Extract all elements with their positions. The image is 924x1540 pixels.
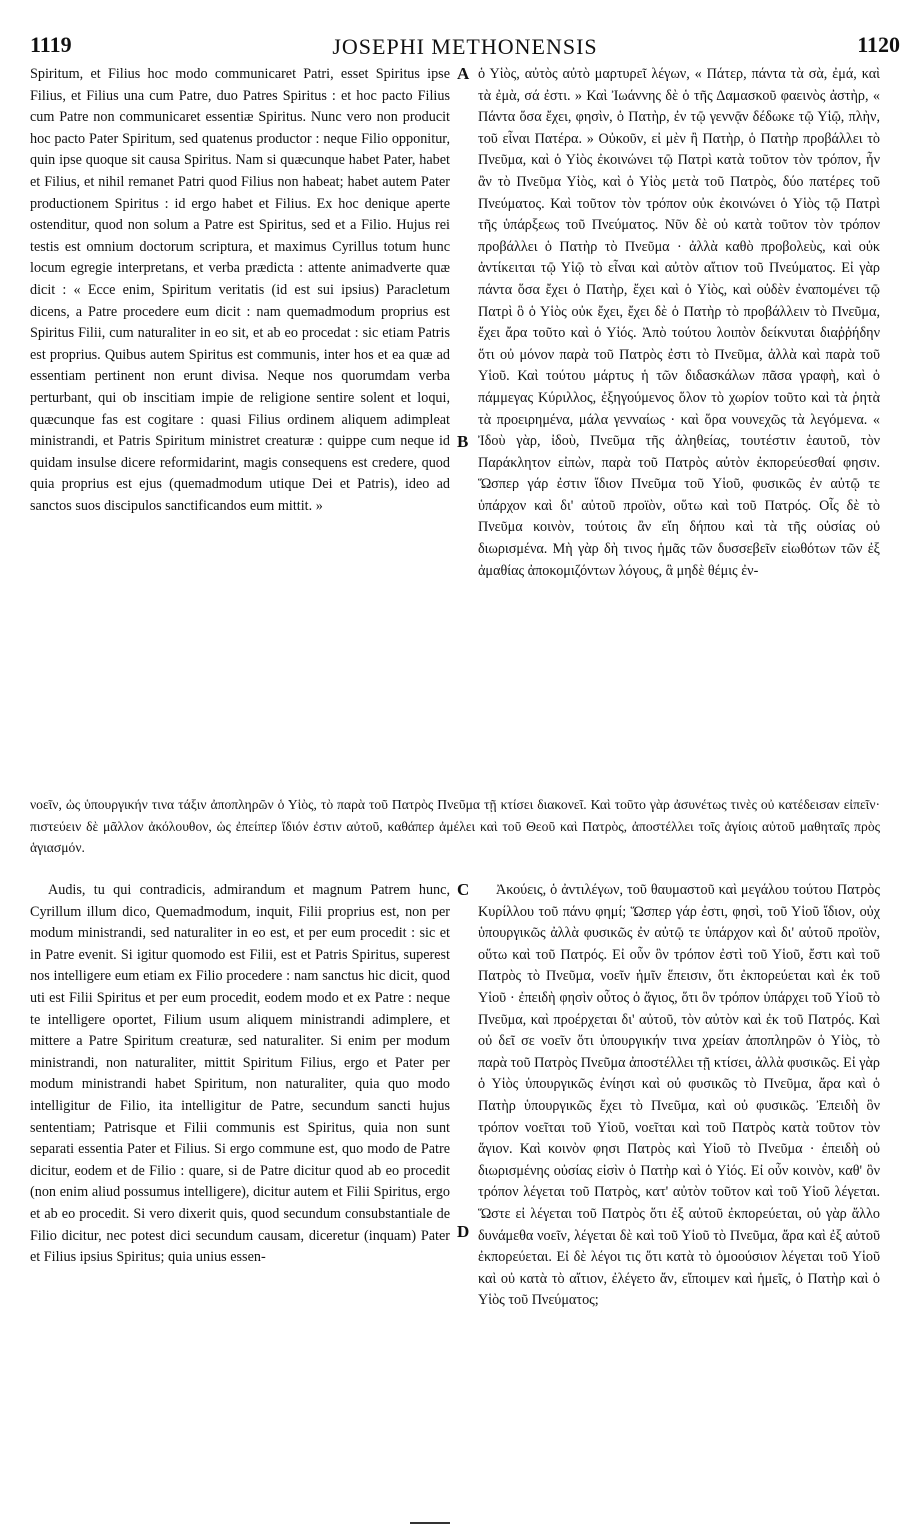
- margin-marker-c: C: [457, 880, 470, 899]
- greek-column-lower: [478, 880, 880, 1312]
- page-number-left: 1119: [30, 32, 72, 57]
- latin-column-lower: [30, 880, 450, 1269]
- latin-column-upper: [30, 64, 450, 517]
- footer-rule: [410, 1522, 450, 1534]
- greek-continuation-text: νοεῖν, ὡς ὑπουργικήν τινα τάξιν ἀποπληρῶν ὁ Υἱὸς, τὸ παρὰ τοῦ Πατρὸς Πνεῦμα τῇ κτίσει διακονεῖ. Καὶ τοῦτο γὰρ ἀσυνέτως τινὲς οὐ κατέδεισαν εἰπεῖν· πιστεύειν δὲ μᾶλλον ἀκόλουθον, ὡς ἐπείπερ ἴδιόν ἐστιν αὐτοῦ, καθάπερ ἀμέλει καὶ τοῦ Θεοῦ καὶ Πατρὸς, ἀποστέλλει τοῖς ἁγίοις αὐτοῦ μαθηταῖς πρὸς ἁγιασμόν.: [30, 797, 880, 856]
- running-title: JOSEPHI METHONENSIS: [332, 34, 598, 59]
- greek-paragraph-2: Ἀκούεις, ὁ ἀντιλέγων, τοῦ θαυμαστοῦ καὶ μεγάλου τούτου Πατρὸς Κυρίλλου τοῦ πάνυ φημί; Ὥσπερ γάρ ἐστι, φησὶ, τοῦ Υἱοῦ ἴδιον, οὐχ ὑπουργικῶς ἀλλὰ φυσικῶς ἐν αὐτῷ τε ὑπάρχον καὶ δι' αὐτοῦ προϊὸν, οὕτω καὶ τοῦ Πατρός. Εἰ οὖν ὃν τρόπον ἐστὶ τοῦ Υἱοῦ, ἔστι καὶ τοῦ Πατρὸς τὸ Πνεῦμα, νοεῖν ἡμῖν ἕπεισιν, ὅτι ἐκπορεύεται καὶ ἐκ τοῦ Υἱοῦ · ἐπειδὴ φησὶν οὗτος ὁ ἅγιος, ὅτι ὃν τρόπον ὑπάρχει τοῦ Υἱοῦ τὸ Πνεῦμα, καὶ προέρχεται δι' αὐτοῦ, τὸν αὐτὸν καὶ ἐκ τοῦ Πατρός. Καὶ οὐ δεῖ σε νοεῖν ὅτι ὑπουργικήν τινα χρείαν ἀποπληρῶν ὁ Υἱὸς, τὸ παρὰ τοῦ Πατρὸς Πνεῦμα ἀποστέλλει τῇ κτίσει, ἀλλὰ φυσικῶς. Εἰ γὰρ ὁ Υἱὸς ὑπουργικῶς ἐνίησι καὶ οὐ φυσικῶς τὸ Πνεῦμα, ἄρα καὶ ὁ Πατὴρ ὑπουργικῶς ἔχει τὸ Πνεῦμα, καὶ οὐ φυσικῶς. Ἐπειδὴ ὃν τρόπον νοεῖται τοῦ Υἱοῦ, νοεῖται καὶ τοῦ Πατρὸς κατὰ τοῦτον τὸν ἅγιον. Καὶ κοινὸν φησι Πατρὸς καὶ Υἱοῦ τὸ Πνεῦμα · ἐπειδὴ οὐ διωρισμένης οὐσίας εἰσὶν ὁ Πατὴρ καὶ ὁ Υἱός. Εἰ οὖν κοινὸν, καθ' ὃν τρόπον λέγεται τοῦ Πατρὸς, κατ' αὐτὸν τοῦτον καὶ τοῦ Υἱοῦ λέγεται. Ὥστε εἰ λέγεται τοῦ Πατρὸς ὅτι ἐξ αὐτοῦ ἐκπορεύεται, οὐ γὰρ ἄλλο δυνάμεθα νοεῖν, λέγεται δὲ καὶ τοῦ Υἱοῦ τὸ Πνεῦμα, ἄρα καὶ ἐξ αὐτοῦ ἐκπορεύεται. Εἰ δὲ λέγοι τις ὅτι κατὰ τὸ ὁμοούσιον λέγεται τοῦ Υἱοῦ καὶ οὐ κατὰ τὸ αἴτιον, ἐλέγετο ἄν, εἴποιμεν καὶ ἡμεῖς, ὁ Πατὴρ καὶ ὁ Υἱὸς τοῦ Πνεύματος;: [478, 882, 880, 1309]
- margin-marker-a: A: [457, 64, 470, 83]
- greek-paragraph-1: ὁ Υἱὸς, αὐτὸς αὐτὸ μαρτυρεῖ λέγων, « Πάτερ, πάντα τὰ σὰ, ἐμά, καὶ τὰ ἐμὰ, σά ἐστι. » Καὶ Ἰωάννης δὲ ὁ τῆς Δαμασκοῦ φαεινὸς ἀστὴρ, « Πάντα ὅσα ἔχει, φησὶν, ὁ Πατὴρ, ἐν τῷ γεννᾷν δέδωκε τῷ Υἱῷ, πλὴν, τοῦ εἶναι Πατέρα. » Οὐκοῦν, εἰ μὲν ἢ Πατὴρ, ὁ Πατὴρ προβάλλει τὸ Πνεῦμα, καὶ ὁ Υἱὸς ἐκοινώνει τῷ Πατρὶ κατὰ τοῦτον τὸν τρόπον, ἦν ἂν τὸ Πνεῦμα Υἱὸς, καὶ ὁ Υἱὸς μετὰ τοῦ Πατρὸς, δύο πατέρες τοῦ Πνεύματος. Καὶ τοῦτον τὸν τρόπον οὐκ ἐκοινώνει ὁ Υἱὸς τῷ Πατρὶ τῆς ὑπάρξεως τοῦ Πνεύματος. Νῦν δὲ οὐ κατὰ τοῦτον τὸν τρόπον προβάλλει ὁ Πατὴρ τὸ Πνεῦμα · ἀλλὰ καθὸ προβολεὺς, καὶ οὐκ ἀντίκειται τῷ Υἱῷ τὸ εἶναι καὶ αὐτὸν αἴτιον τοῦ Πνεύματος. Εἰ γὰρ πάντα ὅσα ἔχει ὁ Πατὴρ, ἔχει καὶ ὁ Υἱὸς, καὶ οὐδὲν ἐναπομένει τῷ Πατρὶ ὃ ὁ Υἱὸς οὐκ ἔχει, ἔχει δὲ ὁ Πατὴρ τὸ προβάλλειν τὸ Πνεῦμα, ἔχει ἄρα τοῦτο καὶ ὁ Υἱός. Ἀπὸ τούτου λοιπὸν δείκνυται διαῤῥήδην ὅτι οὐ μόνον παρὰ τοῦ Πατρὸς ἐστι τὸ Πνεῦμα, ἀλλὰ καὶ παρὰ τοῦ Υἱοῦ. Καὶ τούτου μάρτυς ἡ τῶν διδασκάλων πᾶσα γραφὴ, καὶ ὁ πάμμεγας Κύριλλος, ἐξηγούμενος ὅλον τὸ χωρίον τοῦτο καὶ τὰ ῥητὰ τὰ προειρημένα, μάλα γενναίως · καὶ ὅρα νουνεχῶς τὰ λεγόμενα. « Ἰδοὺ γὰρ, ἰδοὺ, Πνεῦμα τῆς ἀληθείας, τουτέστιν ἑαυτοῦ, τὸν Παράκλητον εἰπὼν, παρὰ τοῦ Πατρὸς αὐτὸν ἐκπορεύεσθαί φησιν. Ὥσπερ γάρ ἐστιν ἴδιον Πνεῦμα τοῦ Υἱοῦ, φυσικῶς ἐν αὐτῷ τε ὑπάρχον καὶ δι' αὐτοῦ προϊὸν, οὕτω καὶ τοῦ Πατρός. Οἷς δὲ τὸ Πνεῦμα κοινὸν, τούτοις ἂν εἴη δήπου καὶ τὰ τῆς οὐσίας οὐ διωρισμένα. Μὴ γὰρ δὴ τινος ἡμᾶς τῶν δυσσεβεῖν εἰωθότων τῶν ἐξ ἀμαθίας ἀποκομιζόντων λόγους, ἃ μηδὲ θέμις ἐν-: [478, 66, 880, 579]
- greek-full-width-continuation: [30, 794, 880, 859]
- latin-paragraph-2: Audis, tu qui contradicis, admirandum et magnum Patrem hunc, Cyrillum illum dico, Quemadmodum, inquit, Filii proprius est, non per modum ministrandi, sed naturaliter in eo est, et per eum procedit : sic et in Patre evenit. Si igitur quomodo est Filii, est et Patris Spiritus, superest nos intelligere eum etiam ex Filio procedere : nam sanctus hic dicit, quod uti est Filii Spiritus et per eum procedit, eodem modo et ex Patre : neque te intelligere oportet, Filium usum aliquem ministrandi adimplere, et mittere a Patre Spiritum creaturæ, sed naturaliter. Si enim per modum ministrandi, non naturaliter, mittit Spiritum Filius, ergo et Pater per modum ministrandi habet Spiritum, non naturaliter, quia quo modo intelligitur de Filio, ita intelligitur de Patre, secundum sancti hujus sententiam; Patrisque et Filii communis est Spiritus, quia non sunt separati essentia Pater et Filius. Si ergo commune est, quo modo de Patre dicitur, eodem et de Filio : quare, si de Patre dicitur quod ab eo procedit (non enim aliud possumus intelligere), dicitur autem et Filii Spiritus, ergo et ab eo procedit. Si vero dixerit quis, quod secundum consubstantiale de Filio dicitur, nec potest dici secundum causam, diceretur (inquam) Pater et Filius ipsius Spiritus; quia unius essen-: [30, 882, 450, 1266]
- page-header: [30, 32, 900, 66]
- latin-paragraph-1: Spiritum, et Filius hoc modo communicaret Patri, esset Spiritus ipse Filius, et Filius una cum Patre, duo Patres Spiritus : et hoc pacto Filius cum Patre non communicaret essentiæ Spiritus. Nunc vero non producit hoc pacto Pater Spiritum, sed quatenus productor : neque Filio opponitur, quin ipse quoque sit causa Spiritus. Nam si quæcunque habet Pater, habet et Filius, et nihil remanet Patri quod Filius non habeat; habet autem Pater productionem Spiritus : id ergo habet et Filius. Ex hoc denique aperte ostenditur, quod non solum a Patre est Spiritus, sed et a Filio. Hujus rei testis est omnium doctorum scriptura, et maximus Cyrillus totum hunc locum egregie interpretans, et verba prædicta : attente animadverte quæ dicit : « Ecce enim, Spiritum veritatis (id est sui ipsius) Paracletum dicens, a Patre procedere eum dicit : nam quemadmodum proprius est Spiritus Filii, cum naturaliter in eo sit, et ab eo procedat : sic etiam Patris est proprius. Quibus autem Spiritus est communis, inter hos et ea quæ ad essentiam pertinent non erunt divisa. Neque nos quorumdam verba perturbant, qui ob inscitiam impie de religione sentire solent et loqui, quæcunque fas est cogitare : quasi Filius ordinem aliquem adimpleat ministrandi, et Patris Spiritum ministret creaturæ : quippe cum neque id quidam insulse dicere reformidarint, magis consequens est credere, quod quia proprius est ejus (quemadmodum utique Dei et Patris), ideo ad sanctos suos discipulos sanctificandos eum mittit. »: [30, 66, 450, 514]
- margin-marker-b: B: [457, 432, 469, 451]
- greek-column-upper: [478, 64, 880, 582]
- margin-marker-d: D: [457, 1222, 470, 1241]
- page-number-right: 1120: [857, 32, 900, 57]
